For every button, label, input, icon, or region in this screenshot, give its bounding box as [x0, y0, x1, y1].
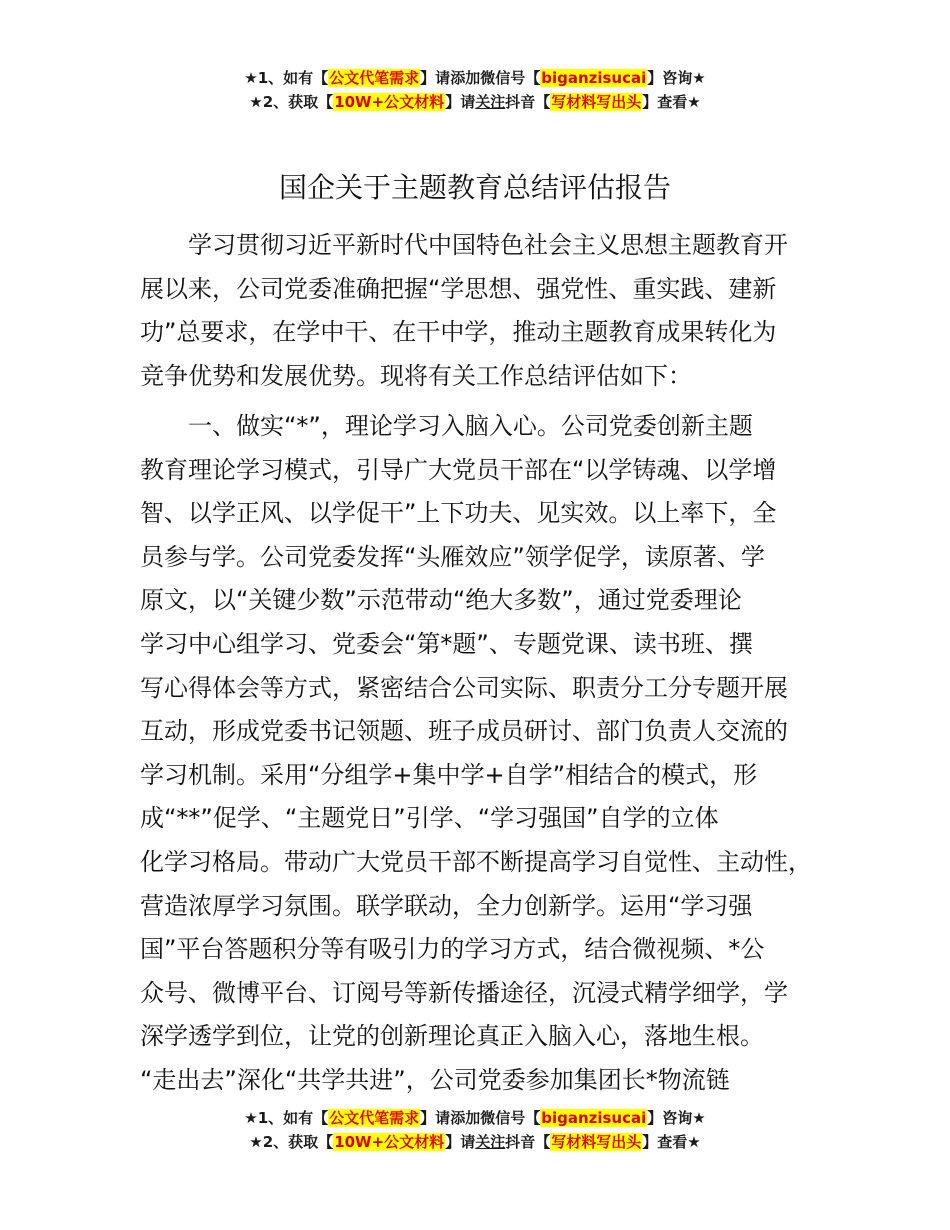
paragraph-line: 智、以学正风、以学促干”上下功夫、见实效。以上率下，全	[140, 499, 777, 528]
paragraph-line: 众号、微博平台、订阅号等新传播途径，沉浸式精学细学，学	[140, 978, 788, 1007]
ad-highlight: 10W+公文材料	[334, 93, 445, 111]
ad-text: 】请	[445, 93, 476, 111]
paragraph-line: 员参与学。公司党委发挥“头雁效应”领学促学，读原著、学	[140, 542, 765, 571]
ad-text: 抖音【	[505, 93, 551, 111]
ad-text: 】咨询★	[647, 69, 706, 87]
paragraph-line: 教育理论学习模式，引导广大党员干部在“以学铸魂、以学增	[140, 455, 777, 484]
header-ad	[0, 66, 950, 114]
ad-highlight: biganzisucai	[541, 69, 647, 87]
ad-highlight: 写材料写出头	[551, 93, 642, 111]
paragraph-line: 竞争优势和发展优势。现将有关工作总结评估如下：	[140, 361, 692, 390]
paragraph-line: 成“**”促学、“主题党日”引学、“学习强国”自学的立体	[140, 804, 719, 833]
paragraph-line: 展以来，公司党委准确把握“学思想、强党性、重实践、建新	[140, 274, 777, 303]
ad-text: 】请	[445, 1133, 476, 1151]
ad-text: ★2、获取【	[249, 93, 334, 111]
ad-emphasis: 添加	[450, 1109, 481, 1127]
paragraph-line: 功”总要求，在学中干、在干中学，推动主题教育成果转化为	[140, 318, 777, 347]
ad-highlight: 10W+公文材料	[334, 1133, 445, 1151]
footer-ad-line-1	[0, 1106, 950, 1130]
ad-underlined: 关注	[475, 1133, 506, 1151]
ad-text: 抖音【	[505, 1133, 551, 1151]
ad-highlight: 公文代笔需求	[329, 1109, 420, 1127]
header-ad-line-2	[0, 90, 950, 114]
ad-highlight: 写材料写出头	[551, 1133, 642, 1151]
paragraph-line: 化学习格局。带动广大党员干部不断提高学习自觉性、主动性，	[140, 847, 812, 876]
paragraph-line: 学习中心组学习、党委会“第*题”、专题党课、读书班、撰	[140, 629, 753, 658]
paragraph-line: 原文，以“关键少数”示范带动“绝大多数”，通过党委理论	[140, 586, 742, 615]
ad-highlight: 公文代笔需求	[329, 69, 420, 87]
ad-highlight: biganzisucai	[541, 1109, 647, 1127]
ad-text: 微信号【	[480, 69, 541, 87]
ad-text: 】咨询★	[647, 1109, 706, 1127]
paragraph-line: 深学透学到位，让党的创新理论真正入脑入心，落地生根。	[140, 1022, 764, 1051]
ad-emphasis: 添加	[450, 69, 481, 87]
ad-text: 】请	[420, 1109, 451, 1127]
paragraph-section-one	[140, 405, 840, 1103]
paragraph-line: 写心得体会等方式，紧密结合公司实际、职责分工分专题开展	[140, 673, 788, 702]
document-title: 国企关于主题教育总结评估报告	[278, 171, 671, 204]
paragraph-line: 学习贯彻习近平新时代中国特色社会主义思想主题教育开	[188, 231, 788, 259]
ad-text: 】查看★	[642, 1133, 701, 1151]
ad-underlined: 关注	[475, 93, 506, 111]
ad-text: ★2、获取【	[249, 1133, 334, 1151]
paragraph-line: 互动，形成党委书记领题、班子成员研讨、部门负责人交流的	[140, 717, 788, 746]
ad-text: ★1、如有【	[244, 1109, 329, 1127]
footer-ad	[0, 1106, 950, 1154]
ad-text: ★1、如有【	[244, 69, 329, 87]
paragraph-intro	[140, 224, 840, 398]
paragraph-line: 一、做实“*”，理论学习入脑入心。公司党委创新主题	[188, 412, 753, 440]
header-ad-line-1	[0, 66, 950, 90]
paragraph-line: 国”平台答题积分等有吸引力的学习方式，结合微视频、*公	[140, 935, 765, 964]
ad-text: 】查看★	[642, 93, 701, 111]
footer-ad-line-2	[0, 1130, 950, 1154]
ad-text: 微信号【	[480, 1109, 541, 1127]
paragraph-line: “走出去”深化“共学共进”，公司党委参加集团长*物流链	[140, 1065, 730, 1094]
paragraph-line: 营造浓厚学习氛围。联学联动，全力创新学。运用“学习强	[140, 891, 753, 920]
paragraph-line: 学习机制。采用“分组学+集中学+自学”相结合的模式，形	[140, 760, 758, 789]
ad-text: 】请	[420, 69, 451, 87]
